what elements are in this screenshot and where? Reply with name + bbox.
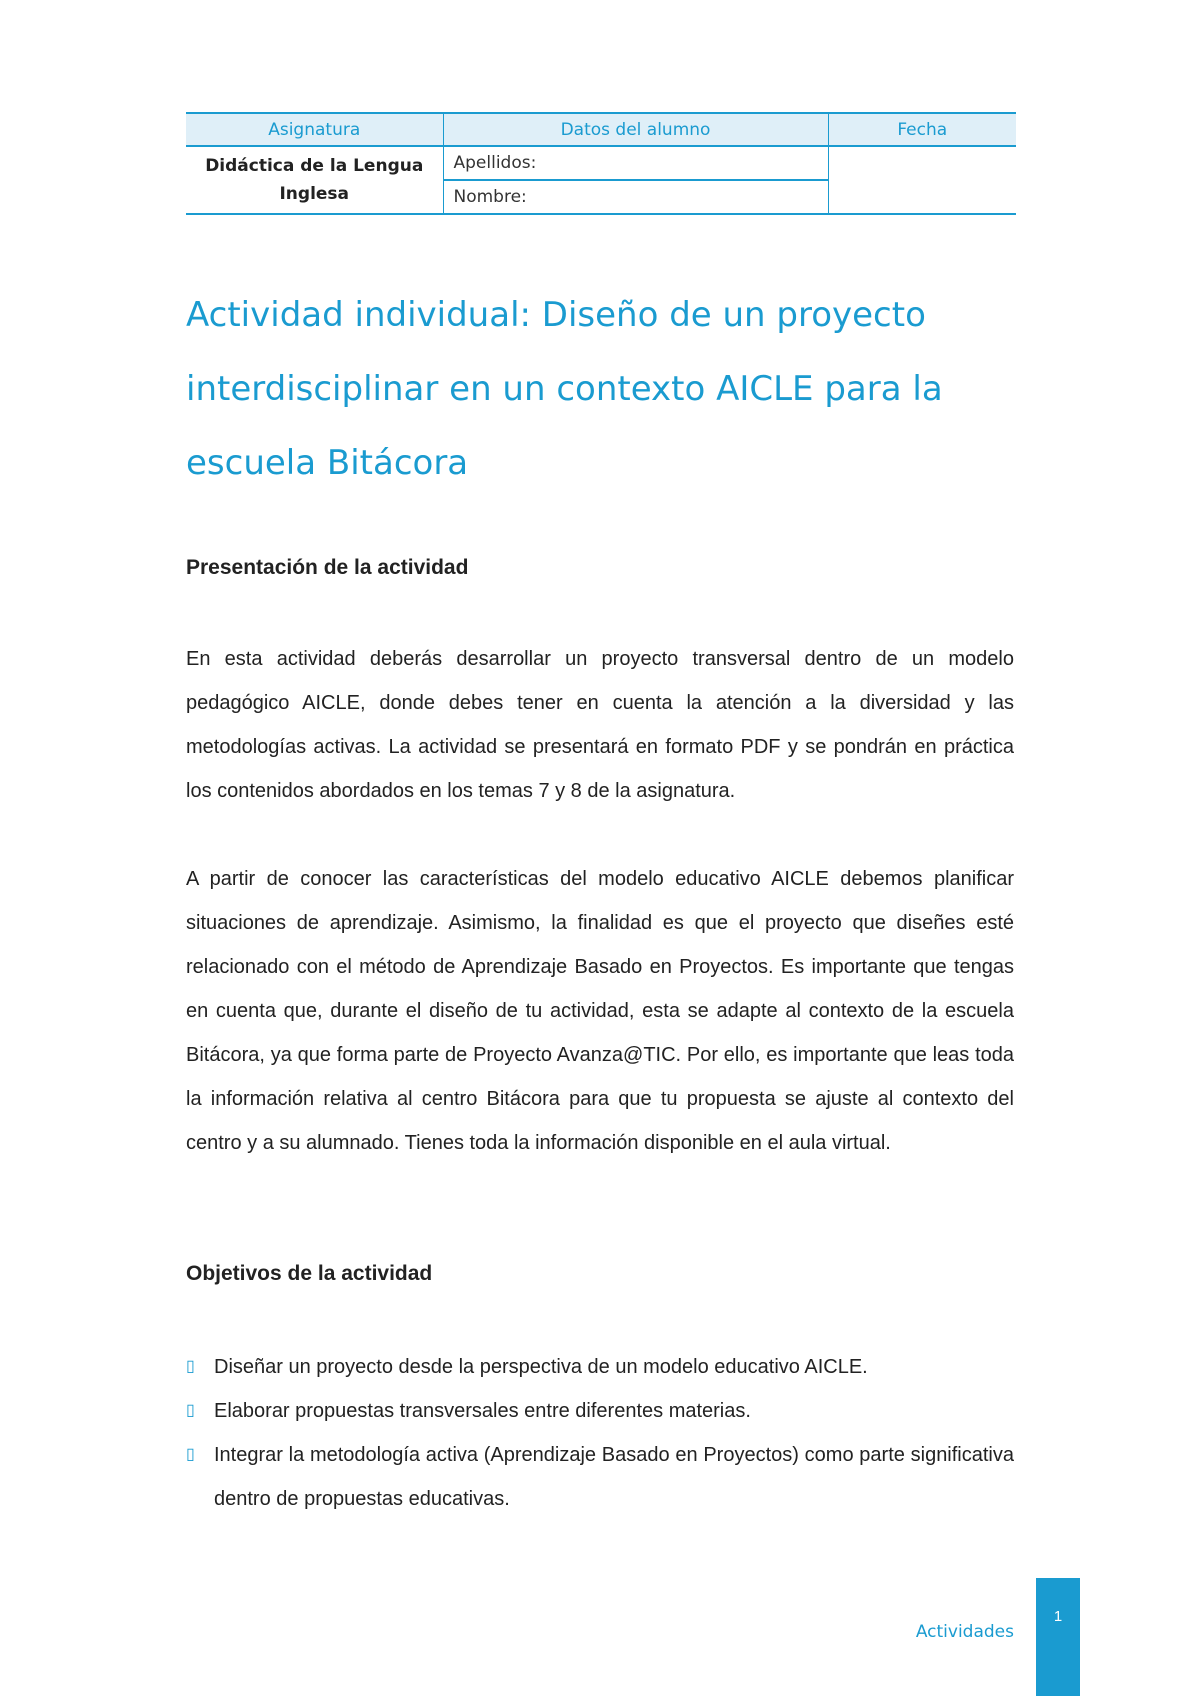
objective-item [186, 1345, 1014, 1389]
bullet-icon: ▯ [186, 1446, 195, 1463]
presentation-paragraph-2: A partir de conocer las características del modelo educativo AICLE debemos planificar situaciones de aprendizaje. Asimismo, la finalidad es que el proyecto que diseñes esté relacionado con el método de Aprendizaje Basado en Proyectos. Es importante que tengas en cuenta que, durante el diseño de tu actividad, esta se adapte al contexto de la escuela Bitácora, ya que forma parte de Proyecto Avanza@TIC. Por ello, es importante que leas toda la información relativa al centro Bitácora para que tu propuesta se ajuste al contexto del centro y a su alumnado. Tienes toda la información disponible en el aula virtual. [186, 868, 1014, 1154]
subject-column-header: Asignatura [186, 113, 443, 146]
bullet-icon: ▯ [186, 1358, 195, 1375]
name-field[interactable]: Nombre: [443, 180, 828, 214]
footer-section-label: Actividades [915, 1622, 1014, 1642]
page-number: 1 [1053, 1608, 1063, 1625]
document-title: Actividad individual: Diseño de un proyecto interdisciplinar en un contexto AICLE para la escuela Bitácora [186, 295, 943, 483]
objectives-heading: Objetivos de la actividad [186, 1262, 433, 1285]
objective-text: Elaborar propuestas transversales entre diferentes materias. [214, 1400, 751, 1422]
presentation-paragraph-1: En esta actividad deberás desarrollar un proyecto transversal dentro de un modelo pedagógico AICLE, donde debes tener en cuenta la atención a la diversidad y las metodologías activas. La actividad se presentará en formato PDF y se pondrán en práctica los contenidos abordados en los temas 7 y 8 de la asignatura. [186, 648, 1014, 802]
date-column-header: Fecha [828, 113, 1016, 146]
header-row [186, 113, 1016, 146]
surname-field[interactable]: Apellidos: [443, 146, 828, 180]
objective-item [186, 1389, 1014, 1433]
objective-text: Diseñar un proyecto desde la perspectiva de un modelo educativo AICLE. [214, 1356, 868, 1378]
surname-row [186, 146, 1016, 180]
objective-text: Integrar la metodología activa (Aprendizaje Basado en Proyectos) como parte significativa dentro de propuestas educativas. [214, 1444, 1014, 1510]
objective-item [186, 1433, 1014, 1521]
presentation-heading: Presentación de la actividad [186, 556, 469, 579]
student-data-column-header: Datos del alumno [443, 113, 828, 146]
student-data-table [186, 112, 1016, 215]
subject-name: Didáctica de la Lengua Inglesa [186, 146, 443, 214]
bullet-icon: ▯ [186, 1402, 195, 1419]
objectives-list [186, 1345, 1014, 1521]
date-field[interactable] [828, 146, 1016, 214]
page-number-tab [1036, 1578, 1080, 1696]
